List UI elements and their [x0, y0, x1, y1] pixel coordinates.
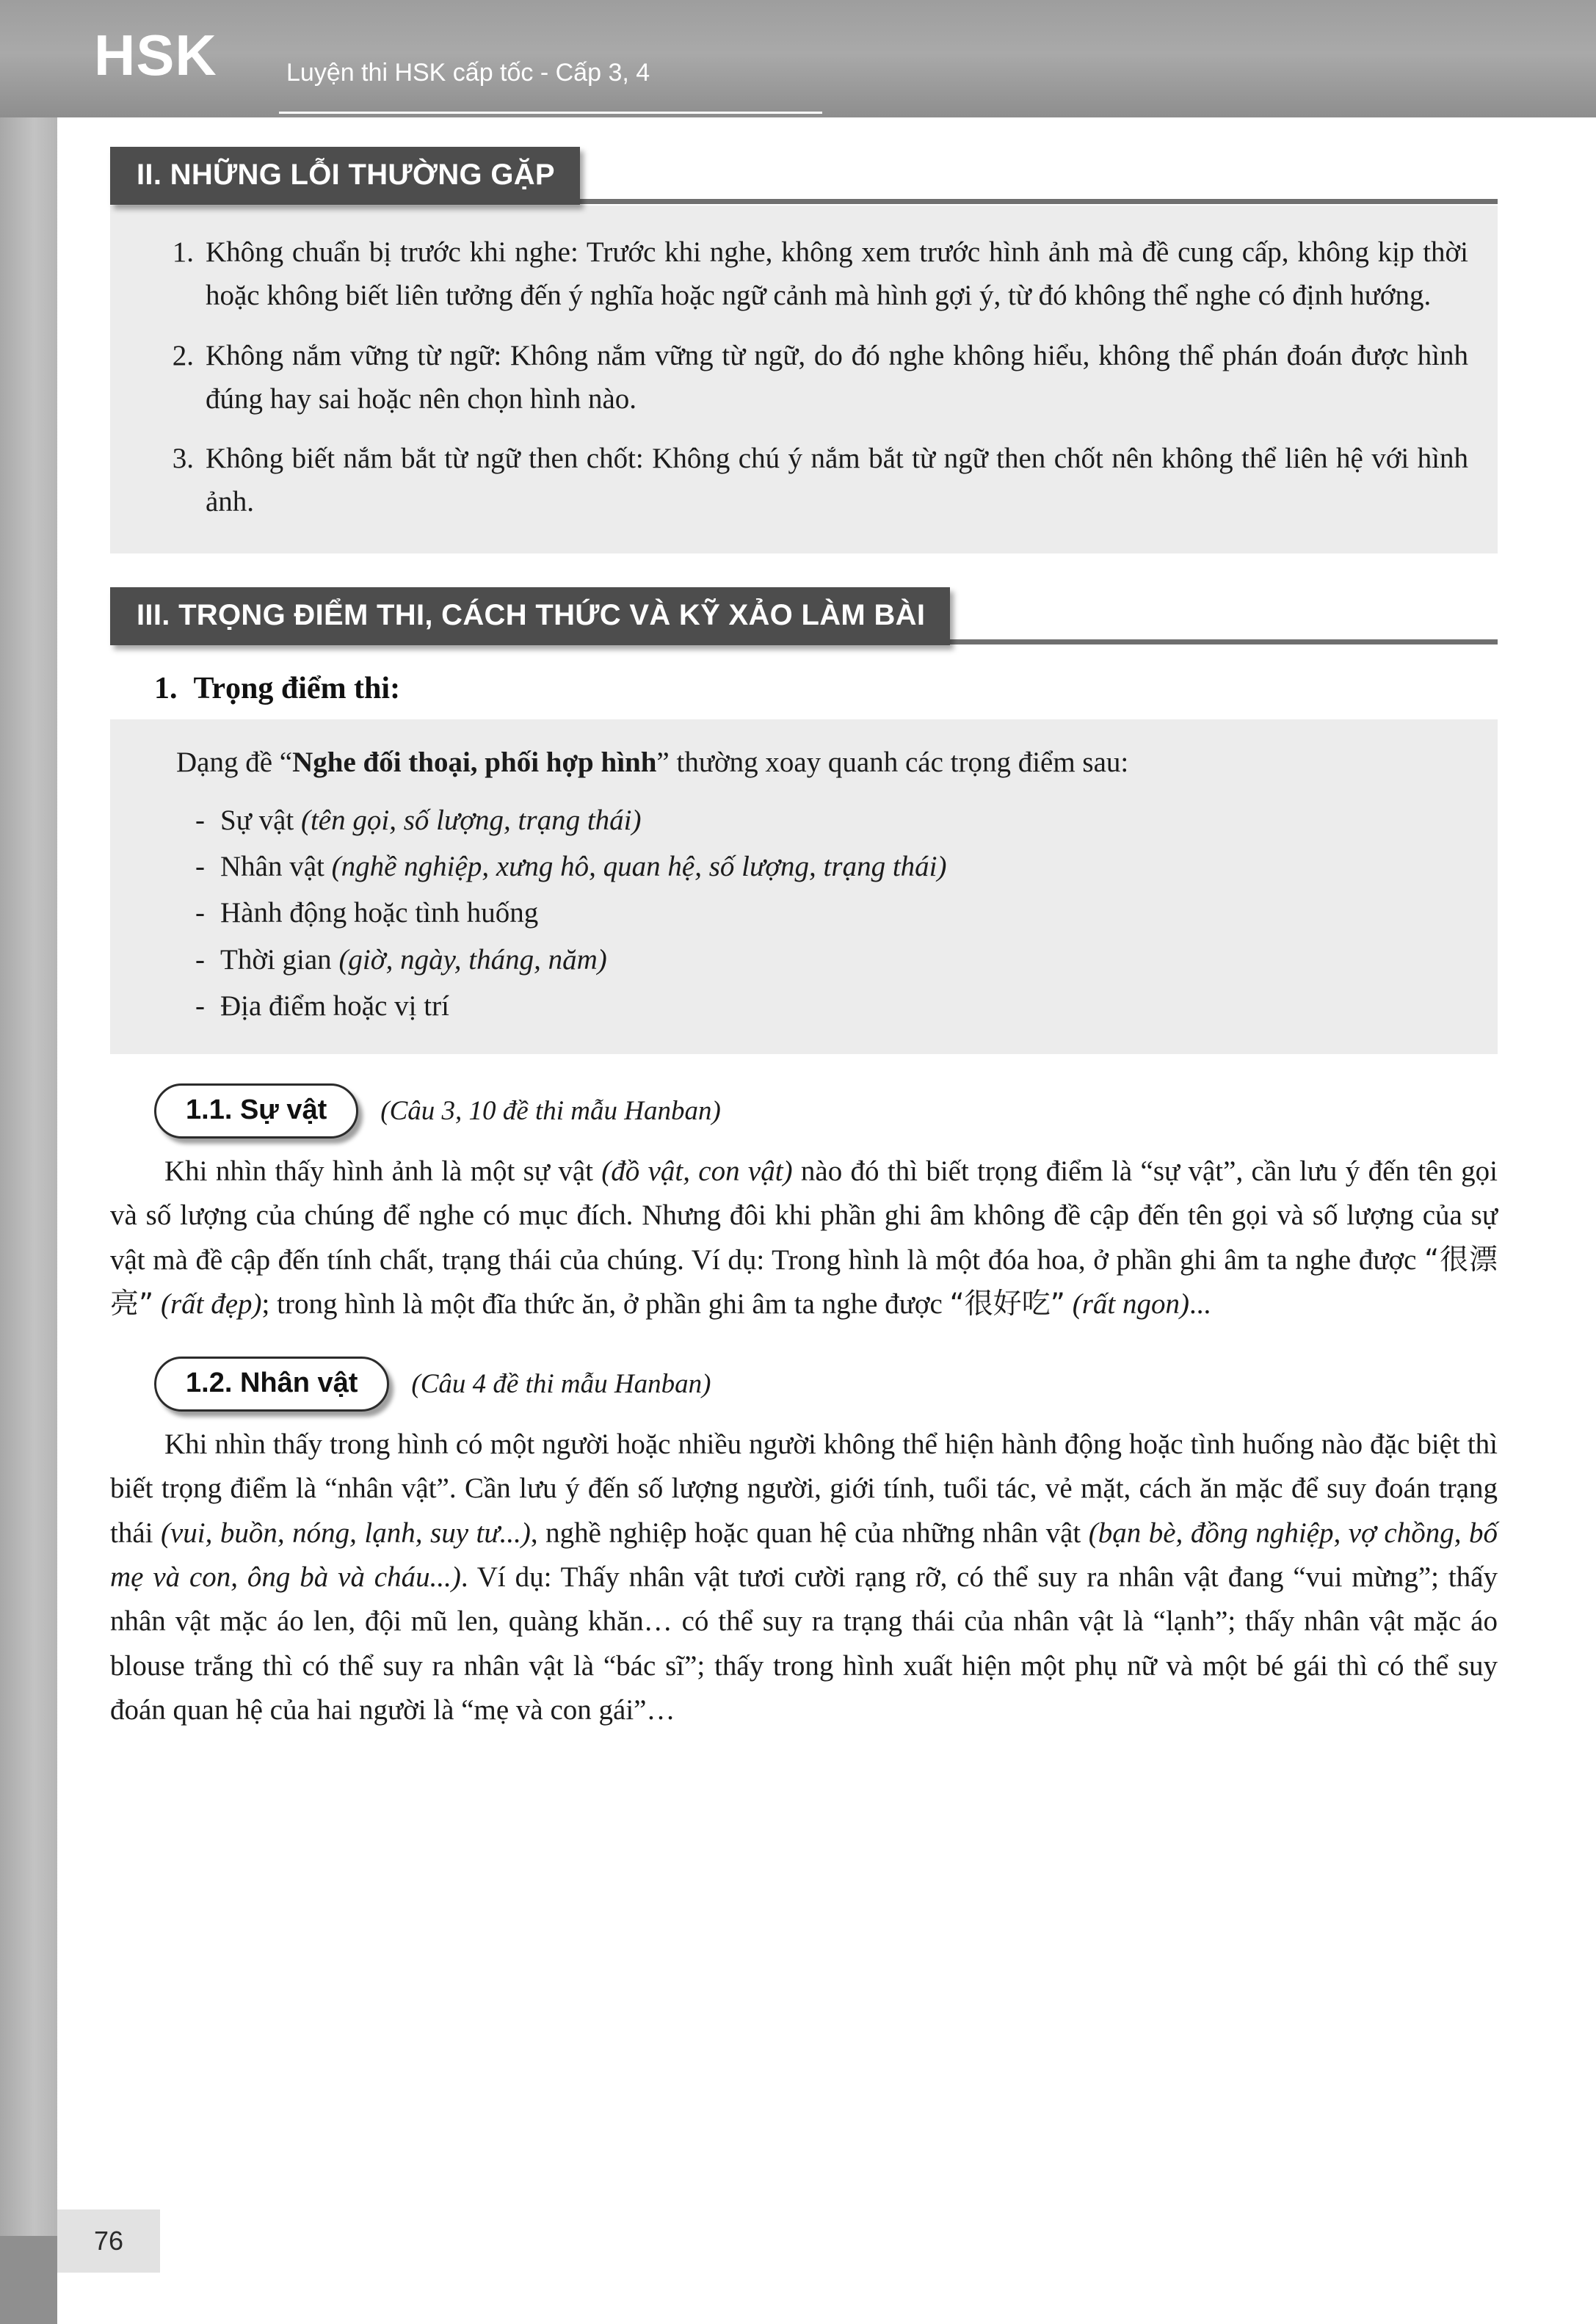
intro-after: ” thường xoay quanh các trọng điểm sau: — [656, 746, 1129, 778]
intro-bold: Nghe đối thoại, phối hợp hình — [292, 746, 657, 778]
bullet-main: Sự vật — [220, 805, 301, 837]
topic-1-1-header — [154, 1083, 1498, 1139]
text-run: (rất ngon) — [1064, 1288, 1189, 1321]
bullet-main: Nhân vật — [220, 851, 332, 883]
page-content — [110, 147, 1498, 1733]
text-run: (đồ vật, con vật) — [601, 1155, 793, 1187]
header-rule — [279, 112, 822, 114]
list-item — [220, 797, 1468, 843]
topic-1-2-paragraph — [110, 1423, 1498, 1733]
list-item: Không biết nắm bắt từ ngữ then chốt: Không chú ý nắm bắt từ ngữ then chốt nên không thể liên hệ với hình ảnh. — [206, 443, 1468, 518]
text-run: , nghề nghiệp hoặc quan hệ của những nhân vật — [530, 1517, 1089, 1549]
subsection-title — [154, 671, 1498, 706]
common-mistakes-list — [139, 230, 1468, 524]
text-run: (rất đẹp) — [153, 1288, 262, 1321]
bullet-main: Thời gian — [220, 943, 339, 976]
page-header — [0, 0, 1596, 117]
section-heading-2 — [110, 147, 1498, 206]
topic-1-2-note: (Câu 4 đề thi mẫu Hanban) — [411, 1368, 711, 1399]
key-points-list — [139, 797, 1468, 1029]
text-run: . Ví dụ: Thấy nhân vật tươi cười rạng rỡ, có thể suy ra nhân vật đang “vui mừng”; thấy nhân vật mặc áo len, đội mũ len, quàng khăn… có thể suy ra trạng thái của nhân vật là “lạnh”; thấy nhân vật mặc áo blouse trắng thì có thể suy ra nhân vật là “bác sĩ”; thấy trong hình xuất hiện một phụ nữ và một bé gái thì có thể suy đoán quan hệ của hai người là “mẹ và con gái”… — [110, 1561, 1498, 1726]
section-heading-3 — [110, 587, 1498, 646]
topic-1-1-paragraph — [110, 1150, 1498, 1327]
list-item: Không nắm vững từ ngữ: Không nắm vững từ ngữ, do đó nghe không hiểu, không thể phán đoán được hình đúng hay sai hoặc nên chọn hình nào. — [206, 339, 1468, 415]
text-run: ... — [1189, 1288, 1211, 1321]
page-number: 76 — [57, 2209, 160, 2273]
topic-1-2-chip: 1.2. Nhân vật — [154, 1357, 389, 1412]
text-run: nào đó thì biết trọng điểm là “sự vật”, cần lưu ý đến tên gọi và số lượng của chúng để nghe có mục đích. Nhưng đôi khi phần ghi âm không đề cập đến tên gọi và số lượng của sự vật mà đề cập đến tính chất, trạng thái của chúng. Ví dụ: Trong hình là một đóa hoa, ở phần ghi âm ta nghe được — [110, 1155, 1498, 1276]
topic-1-1-chip: 1.1. Sự vật — [154, 1083, 358, 1139]
running-head-title: Luyện thi HSK cấp tốc - Cấp 3, 4 — [286, 59, 650, 87]
text-run: “很好吃” — [949, 1288, 1065, 1321]
list-item: Không chuẩn bị trước khi nghe: Trước khi nghe, không xem trước hình ảnh mà đề cung cấp, không kịp thời hoặc không biết liên tưởng đến ý nghĩa hoặc ngữ cảnh mà hình gợi ý, từ đó không thể nghe có định hướng. — [206, 236, 1468, 312]
header-gradient — [0, 0, 1596, 117]
text-run: Khi nhìn thấy hình ảnh là một sự vật — [164, 1155, 602, 1187]
hsk-logo: HSK — [94, 23, 217, 87]
bullet-italic: (giờ, ngày, tháng, năm) — [338, 943, 607, 976]
list-item — [220, 890, 1468, 936]
text-run: “很漂亮” — [110, 1243, 1498, 1321]
topic-1-2-header — [154, 1357, 1498, 1412]
subsection-number: 1. — [154, 671, 178, 705]
left-band-gradient — [0, 0, 57, 2324]
list-item — [220, 983, 1468, 1029]
text-run: Khi nhìn thấy trong hình có một người hoặc nhiều người không thể hiện hành động hoặc tình huống nào đặc biệt thì biết trọng điểm là “nhân vật”. Cần lưu ý đến số lượng người, giới tính, tuổi tác, vẻ mặt, cách ăn mặc để suy đoán trạng thái — [110, 1428, 1498, 1549]
list-item — [220, 843, 1468, 890]
bullet-italic: (nghề nghiệp, xưng hô, quan hệ, số lượng, trạng thái) — [331, 851, 947, 883]
intro-before: Dạng đề “ — [176, 746, 293, 778]
bullet-main: Địa điểm hoặc vị trí — [220, 989, 449, 1022]
left-decorative-band — [0, 0, 57, 2324]
subsection-title-text: Trọng điểm thi: — [193, 671, 401, 705]
text-run: ; trong hình là một đĩa thức ăn, ở phần ghi âm ta nghe được — [261, 1288, 950, 1321]
topic-1-1-note: (Câu 3, 10 đề thi mẫu Hanban) — [380, 1095, 721, 1126]
bullet-italic: (tên gọi, số lượng, trạng thái) — [300, 805, 642, 837]
common-mistakes-box — [110, 206, 1498, 553]
section-heading-2-label: II. NHỮNG LỖI THƯỜNG GẶP — [110, 147, 580, 205]
bottom-band — [0, 2236, 57, 2324]
text-run: (vui, buồn, nóng, lạnh, suy tư...) — [161, 1517, 531, 1549]
text-run: (bạn bè, đồng nghiệp, vợ chồng, bố mẹ và con, ông bà và cháu...) — [110, 1517, 1498, 1594]
bullet-main: Hành động hoặc tình huống — [220, 897, 539, 929]
key-points-intro — [176, 741, 1468, 785]
section-heading-3-label: III. TRỌNG ĐIỂM THI, CÁCH THỨC VÀ KỸ XẢO LÀM BÀI — [110, 587, 950, 645]
key-points-box — [110, 719, 1498, 1054]
list-item — [220, 937, 1468, 983]
